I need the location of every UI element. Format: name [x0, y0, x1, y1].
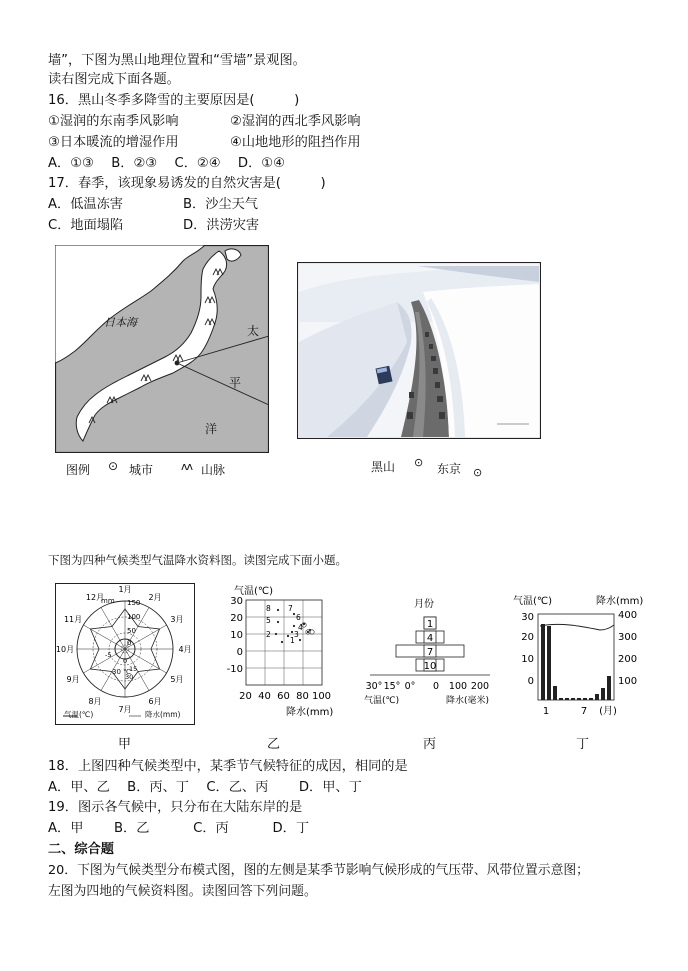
q17-stem: 17．春季，该现象易诱发的自然灾害是( ) [48, 176, 326, 191]
ding-precip-bar [589, 698, 593, 700]
yi-point-label: 8 [266, 604, 271, 613]
bing-xtick: 0° [404, 681, 416, 692]
q16-stem: 16．黑山冬季多降雪的主要原因是( ) [48, 93, 300, 108]
q19-answers: A．甲 B．乙 C．丙 D．丁 [48, 821, 310, 836]
chart-ding [510, 592, 650, 717]
ding-xtick: 1 [542, 706, 550, 717]
bing-xtick: 100 [448, 681, 468, 692]
tokyo-label: 东京 [437, 462, 462, 476]
intro-line-2: 读右图完成下面各题。 [48, 72, 180, 87]
q17-option-c: C．地面塌陷 [48, 218, 124, 233]
tokyo-city-icon: ⊙ [473, 466, 483, 479]
q16-option-2: ②湿润的西北季风影响 [230, 114, 361, 129]
ding-precip-bar [559, 698, 563, 700]
yi-point [299, 639, 301, 641]
bing-xtick: 0 [432, 681, 440, 692]
ding-ytick-right: 300 [618, 632, 638, 643]
jia-ring-label: 150 [127, 599, 141, 607]
q18-answers: A．甲、乙 B．丙、丁 C．乙、丙 D．甲、丁 [48, 780, 362, 795]
ding-ylabel-right: 降水(mm) [596, 596, 644, 607]
yi-xtick: 20 [239, 691, 252, 702]
yi-point [287, 635, 289, 637]
yi-ytick: 20 [230, 613, 243, 624]
ocean-label-3: 洋 [205, 422, 218, 436]
q16-answers: A．①③ B．②③ C．②④ D．①④ [48, 156, 285, 171]
ding-ytick-left: 30 [521, 612, 534, 623]
jia-month-label: 5月 [170, 675, 184, 684]
yi-ytick: -10 [226, 664, 243, 675]
ding-precip-bar [571, 698, 575, 700]
ocean-label-1: 太 [247, 324, 260, 338]
q19-stem: 19．图示各气候中，只分布在大陆东岸的是 [48, 800, 303, 815]
ding-precip-bar [607, 676, 611, 700]
bing-xtick: 30° [365, 681, 383, 692]
ding-ytick-right: 400 [618, 610, 638, 621]
jia-legend-temp: 气温(℃) [64, 710, 94, 719]
japan-map [55, 245, 269, 453]
yi-point-label: 1 [290, 636, 295, 645]
ding-temp-line [540, 624, 614, 630]
bing-xlabel-right: 降水(毫米) [446, 696, 490, 706]
q20-line-1: 20．下图为气候类型分布模式图，图的左侧是某季节影响气候形成的气压带、风带位置示意图； [48, 863, 589, 878]
yi-point-label: 6 [296, 613, 301, 622]
bing-title: 月份 [414, 599, 434, 610]
city-icon: ⊙ [414, 456, 424, 469]
ding-ytick-right: 100 [618, 676, 638, 687]
chart-bing [360, 595, 500, 707]
bing-xlabel-left: 气温(℃) [364, 696, 400, 706]
yi-xtick: 60 [277, 691, 290, 702]
ding-ytick-left: 20 [521, 632, 534, 643]
jia-temp-tick: 15 [129, 665, 138, 673]
yi-ytick: 30 [230, 596, 243, 607]
q16-option-4: ④山地地形的阻挡作用 [230, 135, 361, 150]
jia-month-label: 6月 [148, 696, 162, 706]
sea-label: 日本海 [104, 316, 137, 329]
ding-precip-bar [565, 698, 569, 700]
yi-ytick: 10 [230, 630, 243, 641]
jia-ring-label: 100 [127, 613, 141, 621]
mountain-legend-icon: ʌʌ [181, 460, 193, 473]
jia-ring-label: 0 [127, 639, 132, 647]
jia-month-label: 4月 [178, 645, 192, 654]
yi-ylabel: 气温(℃) [234, 586, 274, 597]
climate-intro: 下图为四种气候类型气温降水资料图。读图完成下面小题。 [48, 553, 347, 567]
yi-xtick: 100 [311, 691, 332, 702]
q17-option-b: B．沙尘天气 [183, 197, 258, 212]
jia-temp-tick: 30 [125, 673, 134, 681]
bing-xtick: 200 [470, 681, 490, 692]
yi-point [281, 641, 283, 643]
yi-point [275, 633, 277, 635]
ding-precip-bar [577, 698, 581, 700]
ding-ylabel-left: 气温(℃) [513, 596, 553, 607]
jia-month-label: 3月 [170, 615, 184, 624]
jia-month-label: 8月 [88, 696, 102, 706]
jia-month-label: 11月 [63, 615, 83, 624]
jia-month-label: 9月 [66, 675, 80, 684]
yi-point-label: 4 [298, 623, 303, 632]
ding-precip-bar [547, 626, 551, 700]
bing-month-label: 10 [423, 661, 437, 672]
jia-month-label: 12月 [85, 593, 105, 603]
q16-option-3: ③日本暖流的增湿作用 [48, 135, 179, 150]
caption-bing: 丙 [423, 737, 437, 752]
yi-point [293, 613, 295, 615]
yi-xtick: 80 [296, 691, 309, 702]
city-legend-icon: ⊙ [108, 459, 119, 473]
jia-month-label: 1月 [118, 585, 132, 594]
section-heading: 二、综合题 [48, 842, 114, 857]
city-legend-label: 城市 [129, 463, 154, 477]
jia-temp-tick: -5 [105, 651, 112, 659]
heishan-label: 黑山 [371, 460, 396, 474]
yi-xtick: 40 [258, 691, 271, 702]
ding-precip-bar [553, 686, 557, 700]
ocean-label-2: 平 [229, 376, 242, 390]
yi-point-label: 2 [266, 630, 271, 639]
snow-wall-photo [297, 262, 541, 439]
jia-month-label: 10月 [55, 645, 75, 654]
caption-jia: 甲 [118, 737, 132, 752]
q18-stem: 18．上图四种气候类型中，某季节气候特征的成因，相同的是 [48, 759, 408, 774]
yi-xlabel: 降水(mm) [286, 707, 334, 718]
ding-xtick: 7 [580, 706, 588, 717]
yi-ytick: 0 [236, 647, 243, 658]
bing-month-label: 1 [426, 619, 434, 630]
ding-ytick-left: 0 [527, 676, 534, 687]
intro-line-1: 墙”，下图为黑山地理位置和“雪墙”景观图。 [48, 53, 306, 68]
chart-jia [55, 583, 195, 725]
yi-point-label: 7 [288, 604, 293, 613]
jia-temp-tick: 0 [123, 657, 128, 665]
ding-precip-bar [595, 694, 599, 700]
ding-xtick: (月) [599, 706, 617, 717]
caption-yi: 乙 [267, 737, 281, 752]
legend-title: 图例 [66, 463, 91, 477]
caption-ding: 丁 [576, 737, 590, 752]
yi-point [293, 625, 295, 627]
bing-xtick: 15° [383, 681, 401, 692]
bing-month-label: 4 [426, 633, 434, 644]
yi-point [277, 609, 279, 611]
yi-point-label: 3 [294, 630, 299, 639]
yi-point [291, 631, 293, 633]
jia-month-label: 2月 [148, 593, 162, 603]
q17-option-d: D．洪涝灾害 [183, 218, 260, 233]
yi-point-label: 5 [266, 616, 271, 625]
ding-precip-bar [601, 688, 605, 700]
ding-ytick-right: 200 [618, 654, 638, 665]
q17-option-a: A．低温冻害 [48, 197, 123, 212]
bing-month-label: 7 [426, 647, 434, 658]
jia-temp-unit: 30 ℃ [112, 668, 131, 676]
jia-month-label: 7月 [118, 705, 132, 714]
ding-ytick-left: 10 [521, 654, 534, 665]
jia-ring-label: 50 [127, 627, 136, 635]
ding-precip-bar [541, 624, 545, 700]
jia-legend-precip: 降水(mm) [145, 710, 181, 719]
q16-option-1: ①湿润的东南季风影响 [48, 114, 179, 129]
chart-yi [216, 580, 346, 720]
mountain-legend-label: 山脉 [201, 463, 226, 477]
ding-precip-bar [583, 698, 587, 700]
jia-scale-unit: mm [101, 597, 115, 605]
q20-line-2: 左图为四地的气候资料图。读图回答下列问题。 [48, 884, 317, 899]
yi-point [307, 631, 309, 633]
yi-point [277, 621, 279, 623]
